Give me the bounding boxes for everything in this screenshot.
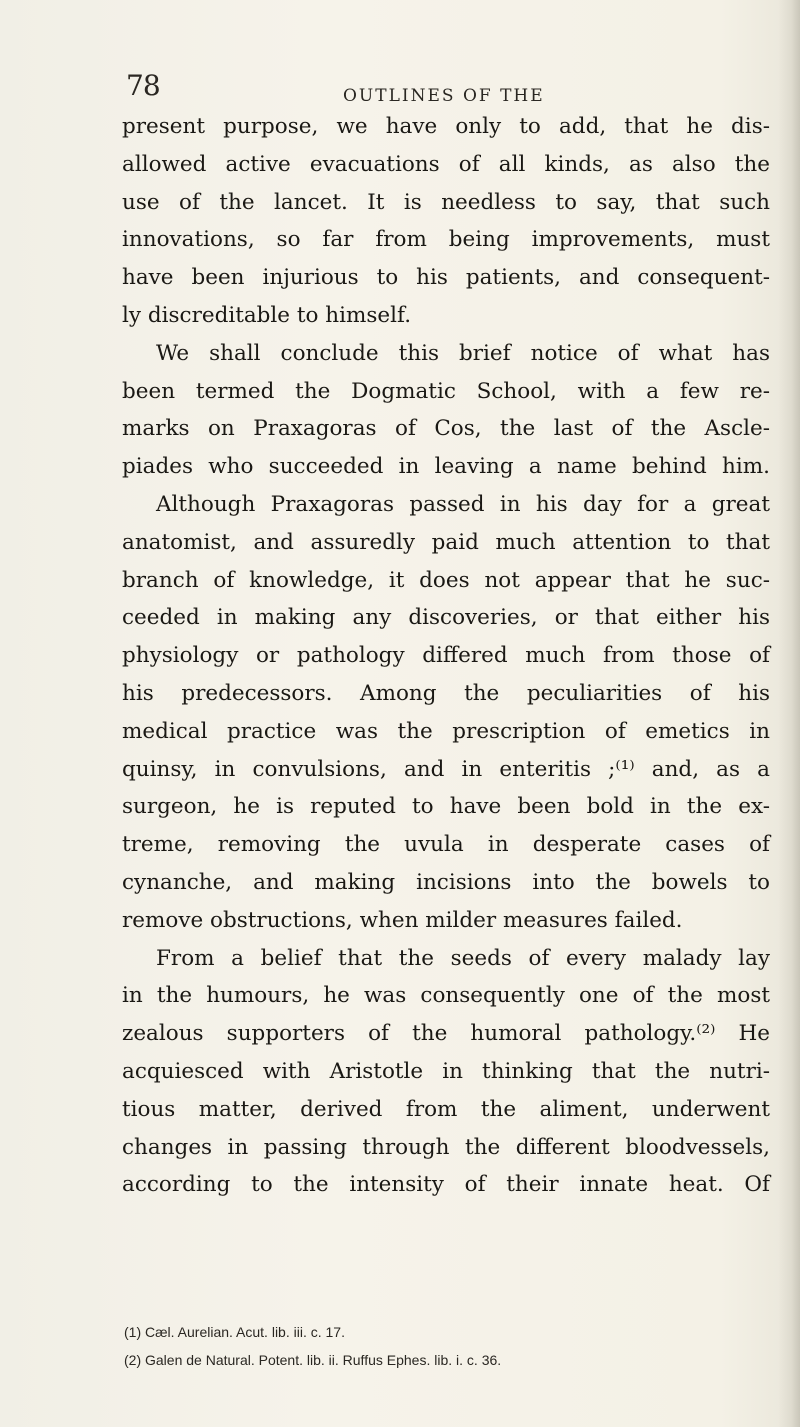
text-line: been termed the Dogmatic School, with a few re- — [122, 378, 770, 404]
text-line: We shall conclude this brief notice of what has — [156, 340, 770, 366]
text-line: use of the lancet. It is needless to say, that such — [122, 189, 770, 215]
text-line: present purpose, we have only to add, that he dis- — [122, 114, 770, 139]
text-line: branch of knowledge, it does not appear that he suc- — [122, 567, 770, 593]
text-line: medical practice was the prescription of emetics in — [122, 718, 770, 744]
footnote: (2) Galen de Natural. Potent. lib. ii. Ruffus Ephes. lib. i. c. 36. — [124, 1352, 502, 1368]
text-line: allowed active evacuations of all kinds, as also the — [122, 151, 770, 177]
text-line: according to the intensity of their innate heat. Of — [122, 1172, 770, 1198]
text-line: cynanche, and making incisions into the bowels to — [122, 869, 770, 895]
text-line: tious matter, derived from the aliment, underwent — [122, 1096, 770, 1122]
page-number: 78 — [126, 69, 160, 102]
text-line: quinsy, in convulsions, and in enteritis ;⁽¹⁾ and, as a — [122, 756, 770, 782]
footnotes — [124, 1318, 764, 1374]
text-line: acquiesced with Aristotle in thinking that the nutri- — [122, 1058, 770, 1084]
text-line: ly discreditable to himself. — [122, 302, 412, 328]
text-line: Although Praxagoras passed in his day for a great — [156, 491, 770, 517]
text-line: From a belief that the seeds of every malady lay — [156, 945, 770, 971]
text-line: in the humours, he was consequently one of the most — [122, 983, 770, 1009]
text-line: have been injurious to his patients, and consequent- — [122, 265, 770, 291]
text-line: physiology or pathology differed much from those of — [122, 643, 770, 669]
text-line: surgeon, he is reputed to have been bold in the ex- — [122, 794, 770, 820]
page-edge-shadow — [778, 0, 800, 1427]
text-line: his predecessors. Among the peculiarities of his — [122, 680, 770, 706]
text-line: marks on Praxagoras of Cos, the last of the Ascle- — [122, 416, 770, 442]
text-line: zealous supporters of the humoral pathology.⁽²⁾ He — [122, 1021, 770, 1047]
running-head: OUTLINES OF THE — [343, 86, 545, 106]
text-line: changes in passing through the different bloodvessels, — [122, 1134, 770, 1160]
text-line: ceeded in making any discoveries, or that either his — [122, 605, 770, 631]
text-line: anatomist, and assuredly paid much attention to that — [122, 529, 770, 555]
text-line: piades who succeeded in leaving a name behind him. — [122, 454, 770, 480]
footnote: (1) Cæl. Aurelian. Acut. lib. iii. c. 17. — [124, 1324, 345, 1340]
body-text — [122, 108, 770, 1204]
text-line: innovations, so far from being improvements, must — [122, 227, 770, 253]
text-line: remove obstructions, when milder measures failed. — [122, 907, 683, 933]
text-line: treme, removing the uvula in desperate cases of — [122, 832, 770, 858]
